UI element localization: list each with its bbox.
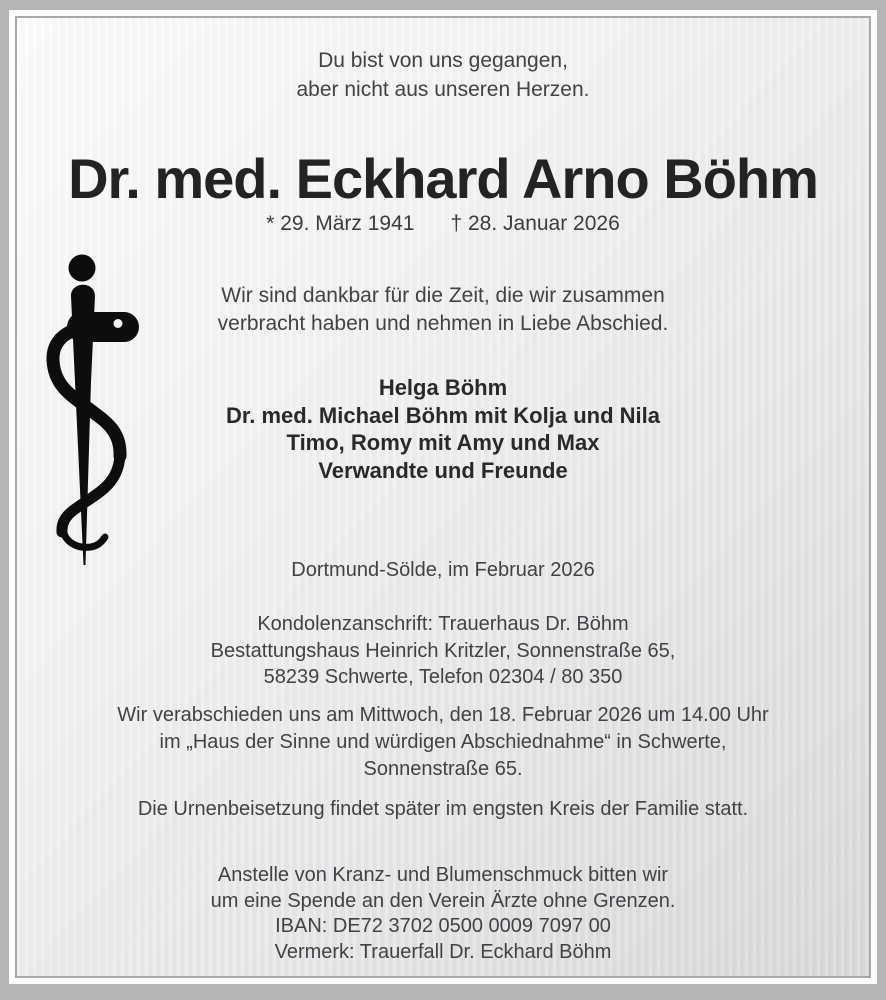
- mourner-line: Helga Böhm: [378, 375, 508, 400]
- donation-line: Anstelle von Kranz- und Blumenschmuck bitten wir: [217, 864, 669, 886]
- condolence-address: [17, 611, 869, 691]
- donation-line: IBAN: DE72 3702 0500 0009 7097 00: [275, 915, 611, 937]
- life-dates: [17, 212, 869, 236]
- mourner-line: Timo, Romy mit Amy und Max: [286, 430, 600, 455]
- condolence-line: Kondolenzanschrift: Trauerhaus Dr. Böhm: [257, 613, 629, 635]
- mourner-line: Verwandte und Freunde: [318, 457, 568, 483]
- farewell-line: im „Haus der Sinne und würdigen Abschiednahme“ in Schwerte,: [159, 731, 727, 753]
- farewell-ceremony-info: [17, 702, 869, 783]
- death-date: † 28. Januar 2026: [450, 212, 620, 235]
- farewell-line: Sonnenstraße 65.: [363, 758, 523, 780]
- tribute-line: verbracht haben und nehmen in Liebe Abschied.: [217, 312, 669, 335]
- epigraph-line: aber nicht aus unseren Herzen.: [296, 78, 590, 101]
- condolence-line: Bestattungshaus Heinrich Kritzler, Sonnenstraße 65,: [210, 639, 676, 662]
- place-and-date: Dortmund-Sölde, im Februar 2026: [291, 559, 595, 581]
- epigraph: [17, 46, 869, 104]
- farewell-line: Wir verabschieden uns am Mittwoch, den 18. Februar 2026 um 14.00 Uhr: [117, 704, 769, 726]
- obituary-card: [9, 10, 877, 984]
- condolence-line: 58239 Schwerte, Telefon 02304 / 80 350: [263, 666, 623, 688]
- birth-date: * 29. März 1941: [266, 212, 415, 235]
- donation-line: Vermerk: Trauerfall Dr. Eckhard Böhm: [274, 940, 612, 963]
- tribute-line: Wir sind dankbar für die Zeit, die wir zusammen: [221, 284, 665, 307]
- obituary-card-inner: [15, 16, 871, 978]
- epigraph-line: Du bist von uns gegangen,: [318, 49, 568, 72]
- urn-burial-notice: Die Urnenbeisetzung findet später im engsten Kreis der Familie statt.: [137, 798, 749, 820]
- deceased-name: Dr. med. Eckhard Arno Böhm: [68, 147, 818, 210]
- mourner-line: Dr. med. Michael Böhm mit Kolja und Nila: [226, 402, 660, 428]
- donation-request: [17, 863, 869, 965]
- mourners-list: [17, 374, 869, 484]
- tribute-text: [17, 282, 869, 338]
- donation-line: um eine Spende an den Verein Ärzte ohne Grenzen.: [210, 889, 676, 912]
